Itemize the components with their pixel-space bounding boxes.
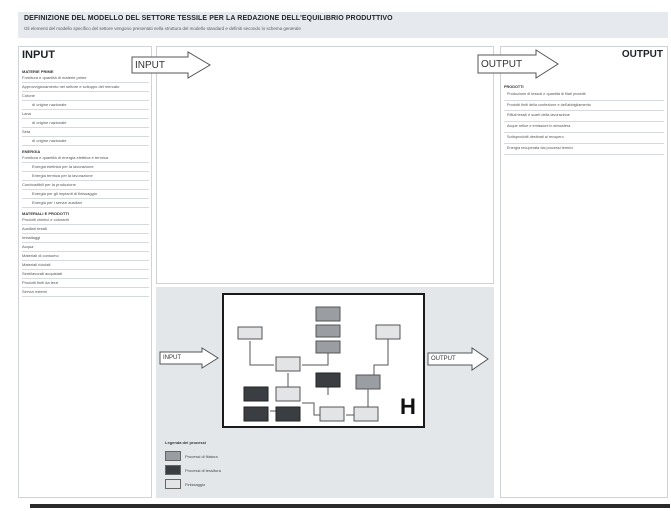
process-box-light (276, 357, 300, 371)
process-box-light (376, 325, 400, 339)
input-list-item: Energia termica per la lavorazione (22, 172, 149, 181)
diagram-corner-label: H (400, 394, 416, 419)
input-list-item: Energia elettrica per la lavorazione (22, 163, 149, 172)
process-box-mid (316, 307, 340, 321)
input-section-title: MATERIE PRIME (22, 69, 54, 74)
process-box-dark (244, 387, 268, 401)
output-list-item: Acque reflue e emissioni in atmosfera (504, 122, 664, 133)
output-arrow-mid-label: OUTPUT (431, 356, 456, 362)
process-box-mid (316, 341, 340, 353)
legend-item (165, 449, 365, 463)
legend-title: Legenda dei processi (165, 440, 206, 445)
legend-swatch (165, 479, 181, 489)
input-list-item: Energia per gli impianti di finissaggio (22, 190, 149, 199)
connector (250, 341, 274, 365)
input-heading: INPUT (22, 49, 55, 61)
output-panel (500, 46, 668, 498)
output-list-item: Prodotti finiti della confezione e dell'abbigliamento (504, 101, 664, 112)
input-list-item: Semilavorati acquistati (22, 270, 149, 279)
connector (302, 403, 320, 415)
input-arrow-top (132, 52, 210, 78)
page-subtitle: Gli elementi del modello specifico del settore vengono presentati nella struttura del modello standard e definiti secondo lo schema generale (24, 26, 301, 31)
process-box-dark (316, 373, 340, 387)
process-box-light (320, 407, 344, 421)
output-list-item: Rifiuti tessili e scarti della lavorazione (504, 111, 664, 122)
legend-swatch (165, 451, 181, 461)
input-list (22, 66, 149, 297)
output-list-item: Energia recuperata dai processi termici (504, 144, 664, 155)
legend-label: Processi di filatura (185, 453, 218, 459)
bottom-divider (30, 504, 670, 508)
input-list-item: Cotone (22, 92, 149, 101)
process-box-light (238, 327, 262, 339)
input-list-item: Fornitura e quantità di materie prime (22, 74, 149, 83)
connector (374, 339, 388, 375)
process-box-mid (356, 375, 380, 389)
process-flow-svg (224, 295, 423, 426)
input-list-item: Combustibili per la produzione (22, 181, 149, 190)
process-diagram (222, 293, 425, 428)
input-list-item: Prodotti finiti da terzi (22, 279, 149, 288)
input-list-item: di origine nazionale (22, 137, 149, 146)
legend-item (165, 477, 365, 491)
input-arrow-top-label: INPUT (135, 59, 165, 71)
input-list-item: Seta (22, 128, 149, 137)
output-arrow-mid (428, 348, 488, 370)
input-list-item: Fornitura e quantità di energia elettrica e termica (22, 154, 149, 163)
output-list (504, 85, 664, 155)
input-arrow-mid (160, 348, 218, 368)
legend-label: Processi di tessitura (185, 467, 221, 473)
input-list-item: Servizi esterni (22, 288, 149, 297)
input-list-item: Materiali di consumo (22, 252, 149, 261)
process-box-light (354, 407, 378, 421)
input-list-item: Imballaggi (22, 234, 149, 243)
process-box-dark (276, 407, 300, 421)
output-section-title: PRODOTTI (504, 85, 524, 89)
input-list-item: Acqua (22, 243, 149, 252)
input-list-item: Prodotti chimici e coloranti (22, 216, 149, 225)
output-list-item: Produzione di tessuti e quantità di filati prodotti (504, 90, 664, 101)
output-list-item: Sottoprodotti destinati al recupero (504, 133, 664, 144)
input-list-item: di origine nazionale (22, 119, 149, 128)
page-header (18, 12, 668, 38)
input-arrow-mid-label: INPUT (163, 355, 181, 361)
input-panel (18, 46, 152, 498)
input-section-title: ENERGIA (22, 149, 41, 154)
output-arrow-top (478, 50, 558, 78)
output-heading: OUTPUT (621, 49, 663, 60)
process-box-dark (244, 407, 268, 421)
input-list-item: Ausiliari tessili (22, 225, 149, 234)
input-list-item: Approvvigionamento nel settore e sviluppo del mercato (22, 83, 149, 92)
legend-swatch (165, 465, 181, 475)
main-canvas-top (156, 46, 494, 284)
output-arrow-top-label: OUTPUT (481, 58, 523, 70)
legend (165, 440, 365, 491)
legend-label: Finissaggio (185, 481, 206, 487)
page-title: DEFINIZIONE DEL MODELLO DEL SETTORE TESSILE PER LA REDAZIONE DELL'EQUILIBRIO PRODUTTIVO (24, 15, 393, 22)
legend-item (165, 463, 365, 477)
input-list-item: Energia per i servizi ausiliari (22, 199, 149, 208)
process-box-light (276, 387, 300, 401)
input-section-title: MATERIALI E PRODOTTI (22, 211, 70, 216)
input-list-item: di origine nazionale (22, 101, 149, 110)
input-list-item: Lana (22, 110, 149, 119)
process-box-mid (316, 325, 340, 337)
input-list-item: Materiali riciclati (22, 261, 149, 270)
